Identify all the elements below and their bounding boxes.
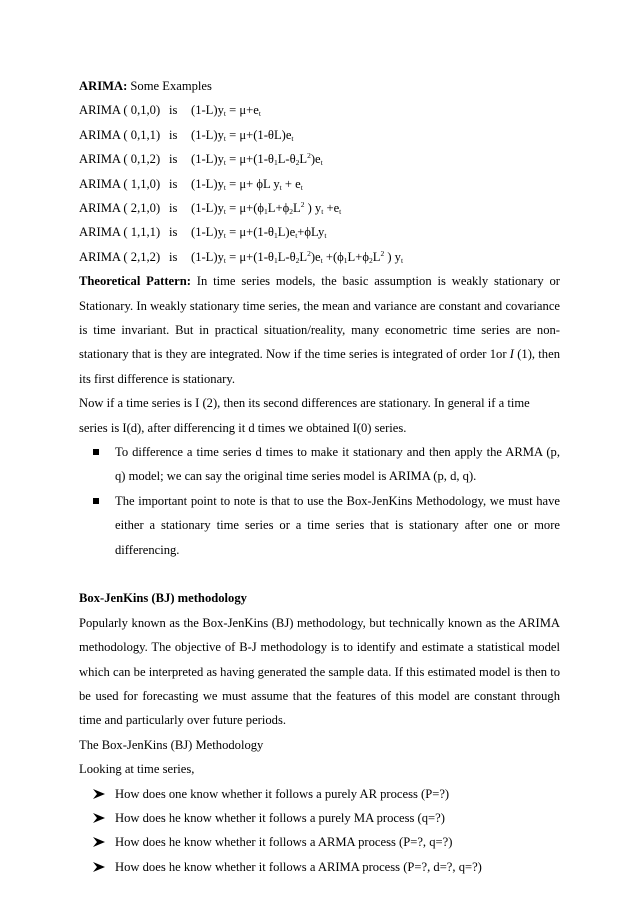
model-formula: $(1-L)y_t = \mu+(1-\theta_1L-\theta_2L^2)e_t$: [191, 151, 323, 168]
is-word: is: [169, 103, 178, 118]
question-list: [79, 782, 560, 880]
arima-heading-rest: Some Examples: [127, 79, 212, 93]
arima-examples-list: [79, 98, 560, 269]
square-bullet-icon: [93, 498, 99, 504]
bullet-text: The important point to note is that to use the Box-JenKins Methodology, we must have either a stationary time series or a time series that is stationary after one or more differencing.: [115, 493, 560, 557]
question-item: [79, 855, 560, 879]
model-formula: $(1-L)y_t = \mu+(\phi_1L+\phi_2L^2$ ) $y_t +e_t$: [191, 199, 342, 216]
paragraph-line: series is I(d), after differencing it d times we obtained I(0) series.: [79, 420, 407, 435]
arima-example-row: [79, 196, 560, 220]
is-word: is: [169, 249, 178, 264]
question-text: How does he know whether it follows a ARIMA process (P=?, d=?, q=?): [115, 859, 482, 874]
model-formula: $(1-L)y_t = \mu+(1-\theta_1L)e_t+\phi Ly_t$: [191, 225, 327, 241]
question-item: [79, 830, 560, 854]
arima-example-row: [79, 172, 560, 196]
model-label: ARIMA ( 2,1,0): [79, 200, 161, 215]
is-word: is: [169, 225, 178, 240]
spacer: [79, 562, 560, 586]
model-formula: $(1-L)y_t = \mu+e_t$: [191, 103, 261, 119]
arima-example-row: [79, 220, 560, 244]
model-label: ARIMA ( 0,1,0): [79, 103, 161, 118]
paragraph-line: Now if a time series is I (2), then its second differences are stationary. In general if a time: [79, 396, 530, 411]
model-label: ARIMA ( 0,1,1): [79, 127, 161, 142]
bj-paragraph: Popularly known as the Box-JenKins (BJ) methodology, but technically known as the ARIMA methodology. The objective of B-J methodology is to identify and estimate a statistical model which can be interpreted as having generated the sample data. If this estimated model is then to be used for forecasting we must assume that the features of this model are constant through time and particularly over future periods.: [79, 615, 560, 728]
looking-line: Looking at time series,: [79, 762, 195, 777]
document-page: [79, 74, 560, 879]
is-word: is: [169, 127, 178, 142]
arima-example-row: [79, 245, 560, 269]
model-formula: $(1-L)y_t = \mu+(1-\theta_1L-\theta_2L^2)e_t +(\phi_1L+\phi_2L^2$ ) $y_t$: [191, 248, 404, 265]
arima-example-row: [79, 98, 560, 122]
question-text: How does one know whether it follows a purely AR process (P=?): [115, 786, 450, 801]
is-word: is: [169, 176, 178, 191]
model-label: ARIMA ( 0,1,2): [79, 152, 161, 167]
question-item: [79, 782, 560, 806]
arrowhead-bullet-icon: [93, 837, 105, 847]
arima-example-row: [79, 123, 560, 147]
question-text: How does he know whether it follows a purely MA process (q=?): [115, 810, 445, 825]
theoretical-pattern-label: Theoretical Pattern:: [79, 274, 191, 289]
arrowhead-bullet-icon: [93, 813, 105, 823]
model-label: ARIMA ( 2,1,2): [79, 249, 161, 264]
theoretical-pattern-paragraph: [79, 269, 560, 391]
bullet-item: [79, 440, 560, 489]
arima-heading: [79, 74, 560, 98]
model-label: ARIMA ( 1,1,0): [79, 176, 161, 191]
bullet-item: [79, 489, 560, 562]
bullet-text: To difference a time series d times to make it stationary and then apply the ARMA (p, q) model; we can say the original time series model is ARIMA (p, d, q).: [115, 444, 560, 484]
bj-heading: Box-JenKins (BJ) methodology: [79, 591, 247, 606]
arrowhead-bullet-icon: [93, 789, 105, 799]
question-text: How does he know whether it follows a ARMA process (P=?, q=?): [115, 835, 453, 850]
arima-heading-bold: ARIMA:: [79, 79, 128, 93]
square-bullet-icon: [93, 449, 99, 455]
is-word: is: [169, 152, 178, 167]
is-word: is: [169, 200, 178, 215]
bullet-list: [79, 440, 560, 562]
question-item: [79, 806, 560, 830]
model-label: ARIMA ( 1,1,1): [79, 225, 161, 240]
theoretical-text-end: (1), then its first difference is stationary.: [79, 347, 560, 386]
integrated-symbol: I: [509, 347, 514, 362]
arima-example-row: [79, 147, 560, 171]
bj-title: The Box-JenKins (BJ) Methodology: [79, 737, 264, 752]
theoretical-text: In time series models, the basic assumption is weakly stationary or Stationary. In weakly stationary time series, the mean and variance are constant and covariance is time invariant. But in practical situation/reality, many econometric time series are non-stationary that is they are integrated. Now if the time series is integrated of order 1or: [79, 274, 560, 362]
model-formula: $(1-L)y_t = \mu+(1-\theta L)e_t$: [191, 127, 294, 143]
model-formula: $(1-L)y_t = \mu+ \phi L$ $y_t + e_t$: [191, 176, 303, 192]
arrowhead-bullet-icon: [93, 862, 105, 872]
